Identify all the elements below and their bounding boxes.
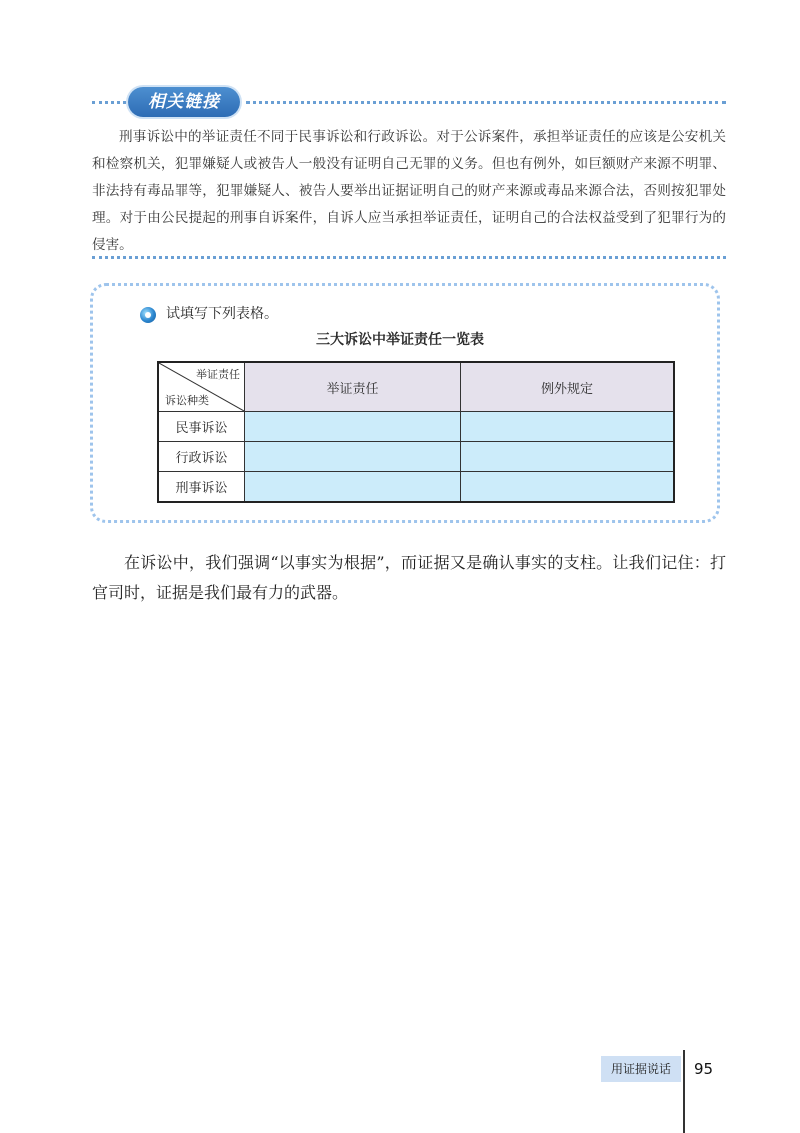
link-footer-dotted-line	[92, 256, 726, 259]
column-header-burden: 举证责任	[245, 362, 461, 412]
table-corner-cell	[158, 362, 245, 412]
table-title: 三大诉讼中举证责任一览表	[316, 332, 484, 348]
table-row	[158, 442, 674, 472]
related-link-paragraph: 刑事诉讼中的举证责任不同于民事诉讼和行政诉讼。对于公诉案件，承担举证责任的应该是公安机关和检察机关，犯罪嫌疑人或被告人一般没有证明自己无罪的义务。但也有例外，如巨额财产来源不明罪、非法持有毒品罪等，犯罪嫌疑人、被告人要举出证据证明自己的财产来源或毒品来源合法，否则按犯罪处理。对于由公民提起的刑事自诉案件，自诉人应当承担举证责任，证明自己的合法权益受到了犯罪行为的侵害。	[92, 129, 726, 253]
bullet-icon	[140, 307, 156, 323]
link-header-dotted-line-right	[246, 101, 726, 104]
page-number: 95	[694, 1060, 714, 1078]
civil-exception-cell[interactable]	[461, 412, 675, 442]
table-header-row	[158, 362, 674, 412]
criminal-burden-cell[interactable]	[245, 472, 461, 503]
corner-label-litigation-type: 诉讼种类	[165, 394, 209, 407]
related-link-badge: 相关链接	[128, 87, 240, 117]
footer-divider	[683, 1050, 685, 1133]
evidence-burden-table	[157, 361, 675, 503]
table-row	[158, 412, 674, 442]
column-header-exception: 例外规定	[461, 362, 675, 412]
row-label-administrative: 行政诉讼	[158, 442, 245, 472]
link-header-dotted-line-left	[92, 101, 126, 104]
row-label-civil: 民事诉讼	[158, 412, 245, 442]
criminal-exception-cell[interactable]	[461, 472, 675, 503]
chapter-label: 用证据说话	[601, 1056, 681, 1082]
row-label-criminal: 刑事诉讼	[158, 472, 245, 503]
civil-burden-cell[interactable]	[245, 412, 461, 442]
main-paragraph: 在诉讼中，我们强调“以事实为根据”，而证据又是确认事实的支柱。让我们记住：打官司时，证据是我们最有力的武器。	[92, 553, 726, 602]
exercise-instruction: 试填写下列表格。	[166, 306, 278, 322]
table-row	[158, 472, 674, 503]
corner-label-burden: 举证责任	[196, 368, 240, 381]
administrative-exception-cell[interactable]	[461, 442, 675, 472]
administrative-burden-cell[interactable]	[245, 442, 461, 472]
